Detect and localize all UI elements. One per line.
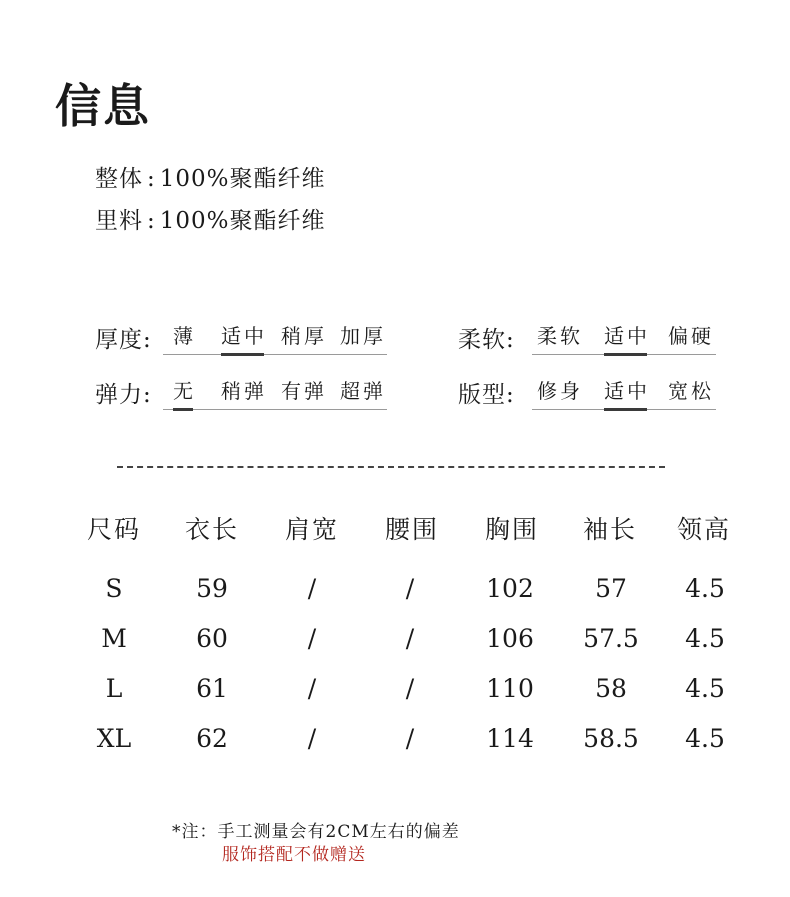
softness-option-stiff: 偏硬 — [668, 324, 714, 348]
table-cell: / — [405, 574, 415, 603]
table-cell: 60 — [196, 624, 228, 653]
accessories-note: 服饰搭配不做赠送 — [222, 845, 366, 865]
material-body-label: 整体 — [95, 166, 143, 192]
elasticity-option-none: 无 — [173, 375, 196, 404]
thickness-option-thick: 加厚 — [340, 324, 386, 348]
softness-option-soft: 柔软 — [537, 324, 583, 348]
elasticity-option-slight: 稍弹 — [221, 379, 267, 403]
table-cell: 59 — [196, 574, 228, 603]
table-header-size: 尺码 — [86, 515, 142, 544]
material-lining-value: 100%聚酯纤维 — [159, 208, 326, 234]
table-header-waist: 腰围 — [384, 515, 440, 544]
table-cell: 4.5 — [685, 574, 725, 603]
softness-label: 柔软: — [458, 327, 515, 353]
table-cell: 4.5 — [685, 724, 725, 753]
table-header-shoulder: 肩宽 — [284, 515, 340, 544]
thickness-options — [163, 320, 387, 355]
table-cell: / — [405, 674, 415, 703]
fit-label: 版型: — [458, 382, 515, 408]
elasticity-option-stretchy: 有弹 — [281, 379, 327, 403]
table-cell: 114 — [486, 724, 534, 753]
table-cell: L — [105, 674, 123, 703]
table-cell: 102 — [486, 574, 534, 603]
table-cell: S — [105, 574, 123, 603]
table-cell: M — [101, 624, 127, 653]
table-header-chest: 胸围 — [484, 515, 540, 544]
table-cell: 110 — [486, 674, 534, 703]
elasticity-options — [163, 375, 387, 410]
fit-option-regular: 适中 — [604, 375, 650, 404]
thickness-label: 厚度: — [95, 327, 152, 353]
softness-option-medium: 适中 — [604, 320, 650, 349]
material-lining-row: 里料 : 100%聚酯纤维 — [95, 208, 326, 234]
elasticity-label: 弹力: — [95, 382, 152, 408]
table-cell: 4.5 — [685, 674, 725, 703]
table-cell: / — [307, 574, 317, 603]
table-cell: / — [405, 624, 415, 653]
table-cell: 4.5 — [685, 624, 725, 653]
table-cell: / — [307, 624, 317, 653]
fit-option-loose: 宽松 — [668, 379, 714, 403]
fit-option-slim: 修身 — [537, 379, 583, 403]
thickness-option-thin: 薄 — [173, 324, 196, 348]
page-title: 信息 — [55, 79, 151, 133]
table-cell: / — [307, 724, 317, 753]
table-cell: 61 — [196, 674, 228, 703]
measurement-note: *注：手工测量会有2CM左右的偏差 — [172, 822, 460, 842]
table-cell: / — [307, 674, 317, 703]
table-cell: XL — [96, 724, 132, 753]
material-lining-label: 里料 — [95, 208, 143, 234]
table-header-collar: 领高 — [676, 515, 732, 544]
section-divider — [117, 466, 665, 468]
table-cell: 106 — [486, 624, 534, 653]
material-body-row: 整体 : 100%聚酯纤维 — [95, 166, 326, 192]
table-cell: 62 — [196, 724, 228, 753]
thickness-option-slightly-thick: 稍厚 — [281, 324, 327, 348]
elasticity-option-super: 超弹 — [340, 379, 386, 403]
softness-options — [532, 320, 716, 355]
table-header-length: 衣长 — [184, 515, 240, 544]
table-header-sleeve: 袖长 — [582, 515, 638, 544]
table-cell: 57.5 — [583, 624, 639, 653]
thickness-option-medium: 适中 — [221, 320, 267, 349]
table-cell: 58.5 — [583, 724, 639, 753]
fit-options — [532, 375, 716, 410]
table-cell: 58 — [595, 674, 627, 703]
material-body-value: 100%聚酯纤维 — [159, 166, 326, 192]
table-cell: / — [405, 724, 415, 753]
table-cell: 57 — [595, 574, 627, 603]
